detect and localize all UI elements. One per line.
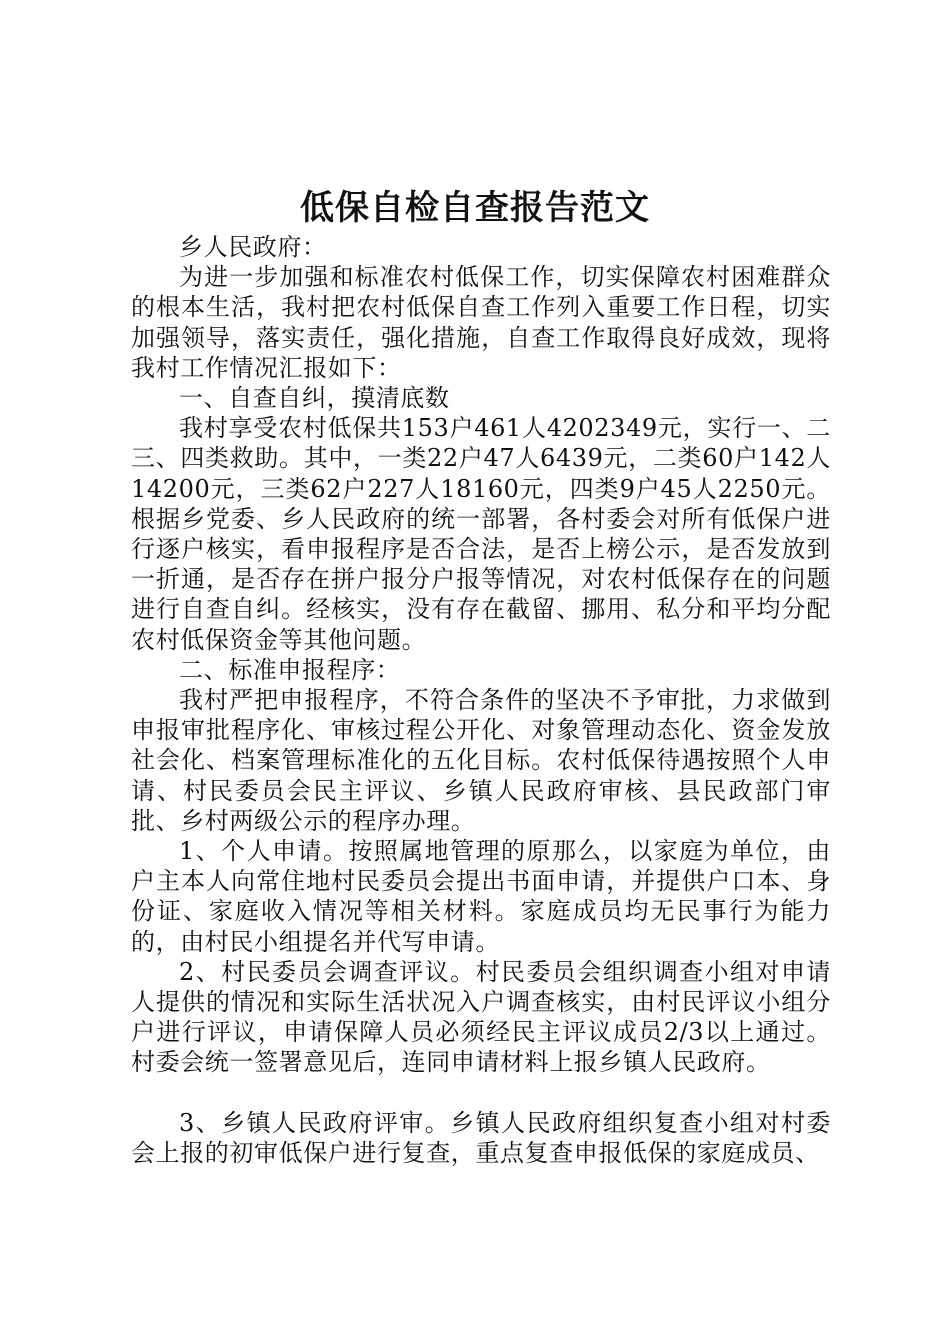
section-2-paragraph: 我村严把申报程序，不符合条件的坚决不予审批，力求做到申报审批程序化、审核过程公开化、对象管理动态化、资金发放社会化、档案管理标准化的五化目标。农村低保待遇按照个人申请、村民委员会民主评议、乡镇人民政府审核、县民政部门审批、乡村两级公示的程序办理。: [131, 686, 831, 835]
step-3-paragraph: 3、乡镇人民政府评审。乡镇人民政府组织复查小组对村委会上报的初审低保户进行复查，重点复查申报低保的家庭成员、: [131, 1108, 831, 1167]
salutation: 乡人民政府：: [179, 233, 327, 261]
section-heading-1: 一、自查自纠，摸清底数: [179, 384, 450, 413]
step-1-paragraph: 1、个人申请。按照属地管理的原那么，以家庭为单位，由户主本人向常住地村民委员会提出书面申请，并提供户口本、身份证、家庭收入情况等相关材料。家庭成员均无民事行为能力的，由村民小组提名并代写申请。: [131, 837, 831, 956]
section-heading-2: 二、标准申报程序：: [179, 655, 401, 684]
document-body: [131, 232, 831, 1168]
section-1-paragraph: 我村享受农村低保共153户461人4202349元，实行一、二三、四类救助。其中，一类22户47人6439元，二类60户142人14200元，三类62户227人18160元，四类9户45人2250元。根据乡党委、乡人民政府的统一部署，各村委会对所有低保户进行逐户核实，看申报程序是否合法，是否上榜公示，是否发放到一折通，是否存在拼户报分户报等情况，对农村低保存在的问题进行自查自纠。经核实，没有存在截留、挪用、私分和平均分配农村低保资金等其他问题。: [131, 414, 831, 654]
step-2-paragraph: 2、村民委员会调查评议。村民委员会组织调查小组对申请人提供的情况和实际生活状况入户调查核实，由村民评议小组分户进行评议，申请保障人员必须经民主评议成员2/3以上通过。村委会统一签署意见后，连同申请材料上报乡镇人民政府。: [131, 957, 831, 1077]
document-title: 低保自检自查报告范文: [300, 188, 650, 228]
intro-paragraph: 为进一步加强和标准农村低保工作，切实保障农村困难群众的根本生活，我村把农村低保自查工作列入重要工作日程，切实加强领导，落实责任，强化措施，自查工作取得良好成效，现将我村工作情况汇报如下：: [131, 263, 831, 382]
